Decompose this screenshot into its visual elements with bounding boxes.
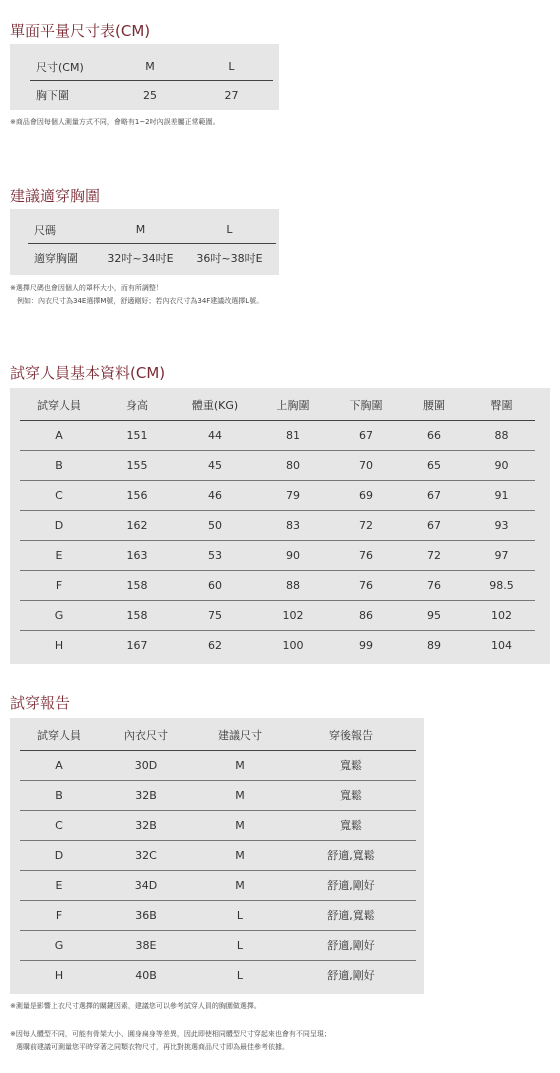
table-cell: 89 <box>427 638 441 652</box>
size-chart-note: ※商品會因每個人測量方式不同，會略有1~2吋內誤差屬正常範圍。 <box>10 118 220 126</box>
table-cell: 72 <box>332 510 400 540</box>
table-cell: D <box>20 840 98 870</box>
table-cell: G <box>20 930 98 960</box>
table-row <box>20 960 416 990</box>
table-row <box>20 600 535 630</box>
table-row <box>20 900 416 930</box>
table-cell: 86 <box>332 600 400 630</box>
table-cell: L <box>194 900 286 930</box>
table-cell: 76 <box>332 540 400 570</box>
table-cell: 38E <box>98 930 194 960</box>
table-cell: 舒適,剛好 <box>286 870 416 900</box>
table-cell: 舒適,剛好 <box>286 930 416 960</box>
table-cell: 158 <box>98 570 176 600</box>
table-cell: A <box>20 420 98 450</box>
table-cell: G <box>20 600 98 630</box>
table-cell: 90 <box>468 450 535 480</box>
table-cell: F <box>20 570 98 600</box>
table-cell: 53 <box>176 540 254 570</box>
table-cell: H <box>54 968 64 982</box>
table-row <box>20 870 416 900</box>
table-cell: 88 <box>468 420 535 450</box>
table-cell: 97 <box>468 540 535 570</box>
table-cell: 75 <box>176 600 254 630</box>
report-panel <box>10 718 424 994</box>
header-cell: M <box>98 217 183 243</box>
table-cell: 72 <box>400 540 468 570</box>
table-cell: 95 <box>400 600 468 630</box>
size-chart-panel <box>10 44 279 110</box>
header-cell: 腰圍 <box>400 390 468 420</box>
suggested-title: 建議適穿胸圍 <box>10 187 101 205</box>
table-cell: 27 <box>224 88 239 102</box>
table-cell: M <box>194 810 286 840</box>
table-cell: 寬鬆 <box>286 750 416 780</box>
table-cell: 70 <box>332 450 400 480</box>
table-cell: 32C <box>98 840 194 870</box>
size-chart-title: 單面平量尺寸表(CM) <box>10 22 151 40</box>
table-cell: 60 <box>176 570 254 600</box>
header-cell: 體重(KG) <box>176 390 254 420</box>
table-row <box>20 480 535 510</box>
table-cell: 36吋~38吋E <box>196 252 263 266</box>
table-cell: 舒適,寬鬆 <box>286 900 416 930</box>
table-cell: 30D <box>98 750 194 780</box>
table-cell: M <box>194 750 286 780</box>
table-cell: B <box>20 780 98 810</box>
header-cell: 身高 <box>98 390 176 420</box>
table-cell: 65 <box>400 450 468 480</box>
table-row <box>20 630 535 660</box>
table-row <box>20 510 535 540</box>
table-cell: 舒適,剛好 <box>327 969 375 983</box>
table-cell: 舒適,寬鬆 <box>286 840 416 870</box>
suggested-note-line: ※選擇尺碼也會因個人的罩杯大小，而有所調整！ <box>10 284 163 292</box>
table-cell: D <box>20 510 98 540</box>
table-cell: B <box>20 450 98 480</box>
table-cell: 50 <box>176 510 254 540</box>
models-title: 試穿人員基本資料(CM) <box>10 364 166 382</box>
report-note-line: ※因每人體型不同，可能有骨架大小、圓身扁身等差異，因此即使相同體型尺寸穿起來也會有不同呈現； <box>10 1030 331 1038</box>
header-cell: 尺碼 <box>28 217 98 243</box>
table-cell: 67 <box>400 510 468 540</box>
table-cell: 88 <box>254 570 332 600</box>
table-cell: 102 <box>468 600 535 630</box>
table-cell: 90 <box>254 540 332 570</box>
table-cell: 寬鬆 <box>286 780 416 810</box>
header-cell: 臀圍 <box>468 390 535 420</box>
header-cell: 建議尺寸 <box>194 720 286 750</box>
header-cell: 試穿人員 <box>20 390 98 420</box>
table-cell: 62 <box>208 638 222 652</box>
table-cell: L <box>236 968 244 982</box>
table-cell: M <box>194 780 286 810</box>
table-cell: 46 <box>176 480 254 510</box>
header-cell: L <box>183 217 276 243</box>
table-cell: 69 <box>332 480 400 510</box>
header-cell: M <box>110 54 190 80</box>
table-cell: 104 <box>491 638 512 652</box>
table-cell: 76 <box>400 570 468 600</box>
table-cell: 32B <box>98 780 194 810</box>
table-cell: 156 <box>98 480 176 510</box>
table-cell: 25 <box>143 88 157 102</box>
table-cell: 45 <box>176 450 254 480</box>
table-cell: F <box>20 900 98 930</box>
suggested-table <box>28 217 276 273</box>
table-row <box>20 840 416 870</box>
header-cell: 下胸圍 <box>332 390 400 420</box>
table-cell: 44 <box>176 420 254 450</box>
table-cell: 67 <box>400 480 468 510</box>
table-row <box>30 80 273 110</box>
table-cell: 67 <box>332 420 400 450</box>
header-cell: 穿後報告 <box>286 720 416 750</box>
table-cell: 80 <box>254 450 332 480</box>
table-cell: 102 <box>254 600 332 630</box>
size-chart-table <box>30 54 273 110</box>
table-cell: 83 <box>254 510 332 540</box>
header-cell: 內衣尺寸 <box>98 720 194 750</box>
table-cell: 91 <box>468 480 535 510</box>
table-row <box>20 540 535 570</box>
header-cell: L <box>190 54 273 80</box>
table-cell: 32吋~34吋E <box>107 252 174 266</box>
table-row <box>20 450 535 480</box>
table-cell: H <box>54 638 64 652</box>
table-cell: E <box>20 540 98 570</box>
table-cell: A <box>20 750 98 780</box>
table-cell: 34D <box>98 870 194 900</box>
table-cell: 36B <box>98 900 194 930</box>
table-cell: 158 <box>98 600 176 630</box>
table-cell: 93 <box>468 510 535 540</box>
table-cell: 155 <box>98 450 176 480</box>
table-cell: 66 <box>400 420 468 450</box>
header-cell: 尺寸(CM) <box>30 54 110 80</box>
table-row <box>28 243 276 273</box>
report-table <box>20 720 416 990</box>
table-cell: E <box>20 870 98 900</box>
suggested-note-line: 例如：內衣尺寸為34E選擇M號，舒適剛好；若內衣尺寸為34F建議改選擇L號。 <box>17 297 264 305</box>
table-cell: 167 <box>126 638 148 652</box>
table-cell: 適穿胸圍 <box>34 252 78 266</box>
table-cell: 76 <box>332 570 400 600</box>
table-cell: 寬鬆 <box>286 810 416 840</box>
header-cell: 上胸圍 <box>254 390 332 420</box>
table-row <box>20 570 535 600</box>
header-cell: 試穿人員 <box>20 720 98 750</box>
table-cell: C <box>20 480 98 510</box>
report-note: ※測量是影響上衣尺寸選擇的關鍵因素，建議您可以參考試穿人員的胸圍做選擇。 <box>10 1002 261 1010</box>
table-row <box>20 420 535 450</box>
table-cell: 99 <box>359 638 373 652</box>
table-row <box>20 780 416 810</box>
suggested-panel <box>10 209 279 275</box>
table-cell: 胸下圍 <box>36 89 69 103</box>
table-cell: 98.5 <box>468 570 535 600</box>
table-cell: M <box>194 840 286 870</box>
table-cell: 32B <box>98 810 194 840</box>
table-cell: 151 <box>98 420 176 450</box>
table-cell: 79 <box>254 480 332 510</box>
table-cell: 40B <box>135 968 157 982</box>
report-title: 試穿報告 <box>10 694 71 712</box>
table-cell: 81 <box>254 420 332 450</box>
table-cell: 162 <box>98 510 176 540</box>
table-row <box>20 930 416 960</box>
table-cell: C <box>20 810 98 840</box>
table-cell: 100 <box>282 638 304 652</box>
table-cell: 163 <box>98 540 176 570</box>
report-note-line: 選購前建議可測量您平時穿著之同類衣物尺寸，再比對挑選商品尺寸即為最佳參考依據。 <box>16 1043 289 1051</box>
table-row <box>20 750 416 780</box>
models-table <box>20 390 535 660</box>
models-panel <box>10 388 550 664</box>
table-row <box>20 810 416 840</box>
table-cell: L <box>194 930 286 960</box>
table-cell: M <box>194 870 286 900</box>
